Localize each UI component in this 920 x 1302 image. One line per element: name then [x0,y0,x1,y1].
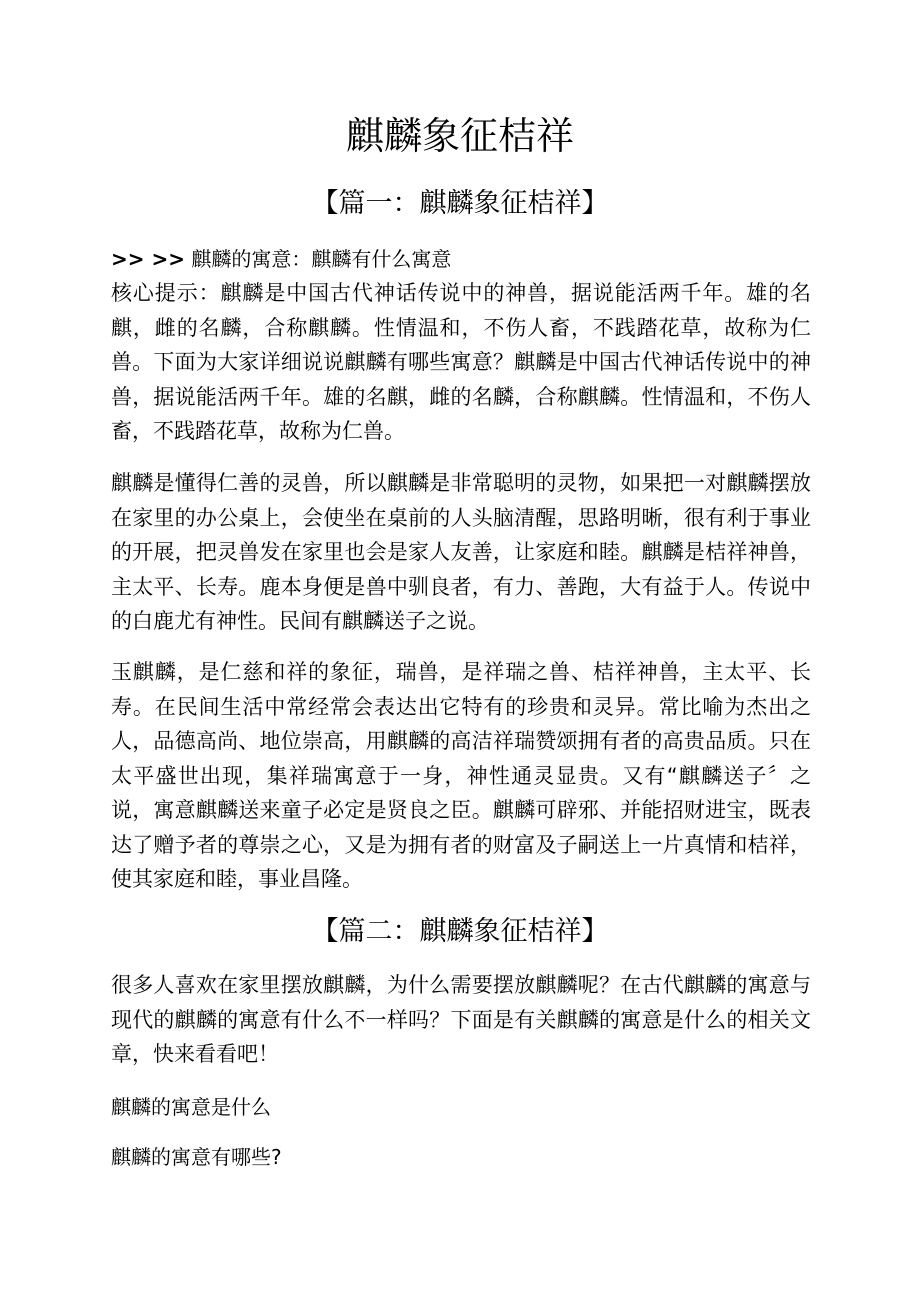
section-one-subhead [111,244,811,274]
subhead-arrows: >> >> [111,247,185,271]
section-one-paragraph-1: 核心提示：麒麟是中国古代神话传说中的神兽，据说能活两千年。雄的名麒，雌的名麟，合称麒麟。性情温和，不伤人畜，不践踏花草，故称为仁兽。下面为大家详细说说麒麟有哪些寓意？麒麟是中国古代神话传说中的神兽，据说能活两千年。雄的名麒，雌的名麟，合称麒麟。性情温和，不伤人畜，不践踏花草，故称为仁兽。 [111,281,811,443]
section-one-heading: 【篇一：麒麟象征桔祥】 [311,188,609,219]
subhead-text: 麒麟的寓意：麒麟有什么寓意 [185,247,452,271]
section-two-subhead-2: 麒麟的寓意有哪些? [111,1145,282,1169]
section-one-paragraph-2: 麒麟是懂得仁善的灵兽，所以麒麟是非常聪明的灵物，如果把一对麒麟摆放在家里的办公桌上，会使坐在桌前的人头脑清醒，思路明晰，很有利于事业的开展，把灵兽发在家里也会是家人友善，让家庭和睦。麒麟是桔祥神兽，主太平、长寿。鹿本身便是兽中驯良者，有力、善跑，大有益于人。传说中的白鹿尤有神性。民间有麒麟送子之说。 [111,471,811,633]
document-title: 麒麟象征桔祥 [345,114,574,158]
section-two-paragraph-1: 很多人喜欢在家里摆放麒麟，为什么需要摆放麒麟呢？在古代麒麟的寓意与现代的麒麟的寓意有什么不一样吗？下面是有关麒麟的寓意是什么的相关文章，快来看看吧！ [111,973,811,1066]
section-two-heading: 【篇二：麒麟象征桔祥】 [311,916,609,947]
section-two-subhead-1: 麒麟的寓意是什么 [111,1095,271,1119]
section-one-paragraph-3: 玉麒麟，是仁慈和祥的象征，瑞兽，是祥瑞之兽、桔祥神兽，主太平、长寿。在民间生活中常经常会表达出它特有的珍贵和灵异。常比喻为杰出之人，品德高尚、地位崇高，用麒麟的高洁祥瑞赞颂拥有者的高贵品质。只在太平盛世出现，集祥瑞寓意于一身，神性通灵显贵。又有“麒麟送子〞之说，寓意麒麟送来童子必定是贤良之臣。麒麟可辟邪、并能招财进宝，既表达了赠予者的尊崇之心，又是为拥有者的财富及子嗣送上一片真情和桔祥，使其家庭和睦，事业昌隆。 [111,660,811,891]
